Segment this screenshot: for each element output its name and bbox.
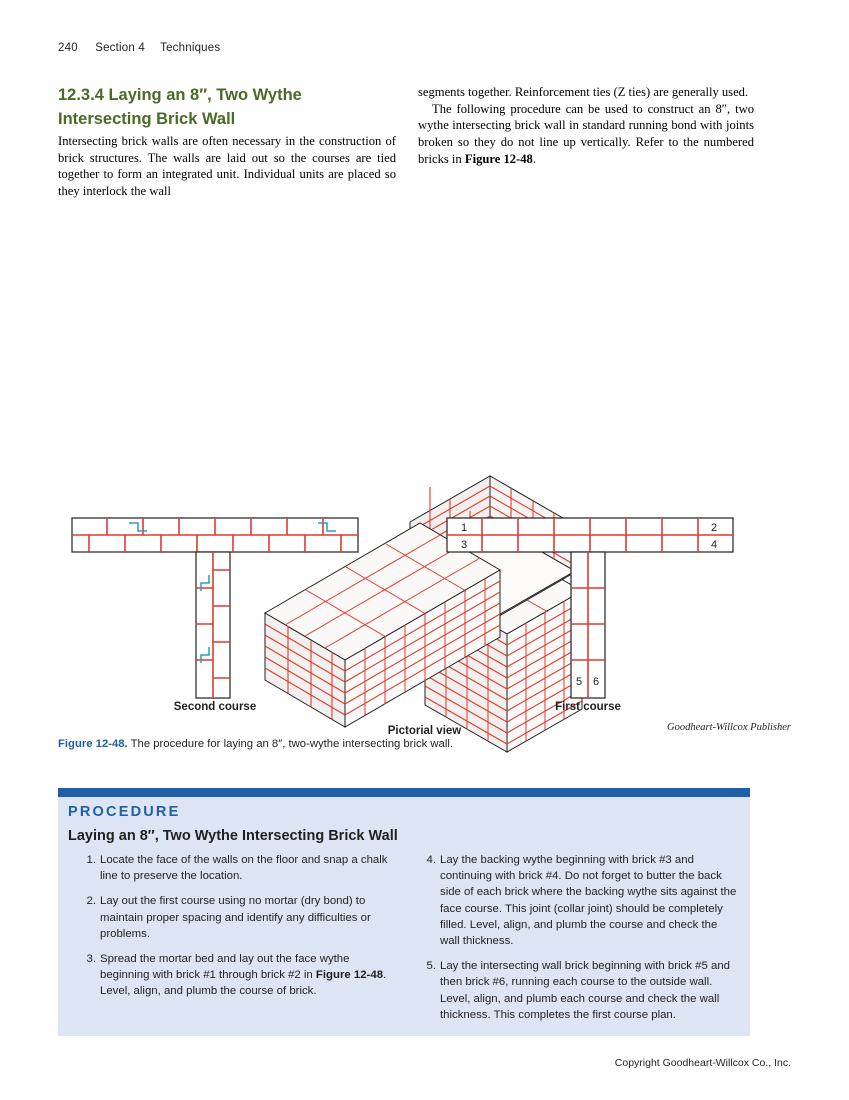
- brick-number-3: 3: [461, 539, 468, 551]
- figure-credit: Goodheart-Willcox Publisher: [667, 722, 791, 733]
- figure-reference: Figure 12-48: [464, 151, 533, 166]
- procedure-step: [80, 893, 400, 942]
- procedure-subtitle: Laying an 8″, Two Wythe Intersecting Brick Wall: [68, 828, 398, 844]
- step-text: Lay the backing wythe beginning with brick #3 and continuing with brick #4. Do not forget to butter the back side of each brick where the backing wythe sits against the face course. This joint (collar joint) should be completely filled. Level, align, and plumb the course and check the wall thickness.: [440, 854, 737, 947]
- first-course-label: First course: [555, 701, 621, 713]
- brick-number-4: 4: [711, 539, 718, 551]
- paragraph-pre: The following procedure can be used to construct an 8″, two wythe intersecting brick wall in standard running bond with joints broken so they do not line up vertically. Refer to the numbered bricks in: [418, 101, 754, 166]
- pictorial-view-label: Pictorial view: [387, 725, 462, 737]
- step-text: Lay out the first course using no mortar (dry bond) to maintain proper spacing and identify any difficulties or problems.: [100, 895, 371, 940]
- page-title: 12.3.4 Laying an 8″, Two Wythe Intersecting Brick Wall: [58, 86, 302, 128]
- step-number: 3.: [86, 952, 96, 965]
- figure-illustration: [0, 235, 849, 755]
- brick-number-1: 1: [461, 522, 468, 534]
- paragraph-post: .: [532, 151, 537, 166]
- procedure-step: [80, 852, 400, 884]
- step-number: 2.: [86, 895, 96, 908]
- brick-number-6: 6: [593, 676, 600, 688]
- body-paragraph: [418, 101, 754, 168]
- step-number: 1.: [86, 854, 96, 866]
- body-column-right: [418, 84, 754, 168]
- step-number: 5.: [426, 960, 436, 973]
- procedure-top-bar: [58, 788, 750, 797]
- figure-caption-text: The procedure for laying an 8″, two-wythe intersecting brick wall.: [130, 738, 453, 750]
- page-number: 240: [58, 42, 78, 54]
- step-text: Locate the face of the walls on the floor and snap a chalk line to preserve the location.: [100, 854, 388, 883]
- figure-reference: Figure 12-48: [315, 969, 384, 982]
- procedure-box: [58, 788, 750, 1036]
- section-title: Techniques: [160, 42, 221, 54]
- section-number: Section 4: [95, 42, 145, 54]
- brick-number-5: 5: [576, 676, 583, 688]
- step-text-pre: Spread the mortar bed and lay out the face wythe beginning with brick #1 through brick #2 in: [100, 952, 350, 982]
- running-head: [58, 42, 220, 54]
- procedure-title: PROCEDURE: [68, 804, 181, 820]
- step-number: 4.: [426, 854, 436, 866]
- procedure-steps-right: [420, 852, 740, 1032]
- procedure-step: [80, 951, 400, 1000]
- figure-caption-label: Figure 12-48.: [58, 738, 128, 750]
- copyright-footer: Copyright Goodheart-Willcox Co., Inc.: [614, 1057, 791, 1069]
- brick-number-2: 2: [711, 522, 718, 534]
- procedure-steps: [68, 852, 740, 1027]
- procedure-steps-left: [80, 852, 400, 1009]
- body-paragraph: segments together. Reinforcement ties (Z ties) are generally used.: [418, 85, 749, 99]
- second-course-label: Second course: [173, 701, 257, 713]
- procedure-step: [420, 852, 740, 949]
- step-text: Lay the intersecting wall brick beginning with brick #5 and then brick #6, running each course to the outside wall. Level, align, and plumb each course and check the wall thickness. This completes the first course plan.: [440, 960, 730, 1021]
- procedure-step: [420, 958, 740, 1023]
- figure-caption: [58, 738, 758, 750]
- body-paragraph: Intersecting brick walls are often necessary in the construction of brick structures. The walls are laid out so the courses are tied together to form an integrated unit. Individual units are placed so they interlock the wall: [58, 134, 396, 199]
- step-text-post: . Level, align, and plumb the course of brick.: [100, 969, 387, 998]
- body-column-left: [58, 133, 396, 200]
- figure-12-48: [0, 235, 849, 755]
